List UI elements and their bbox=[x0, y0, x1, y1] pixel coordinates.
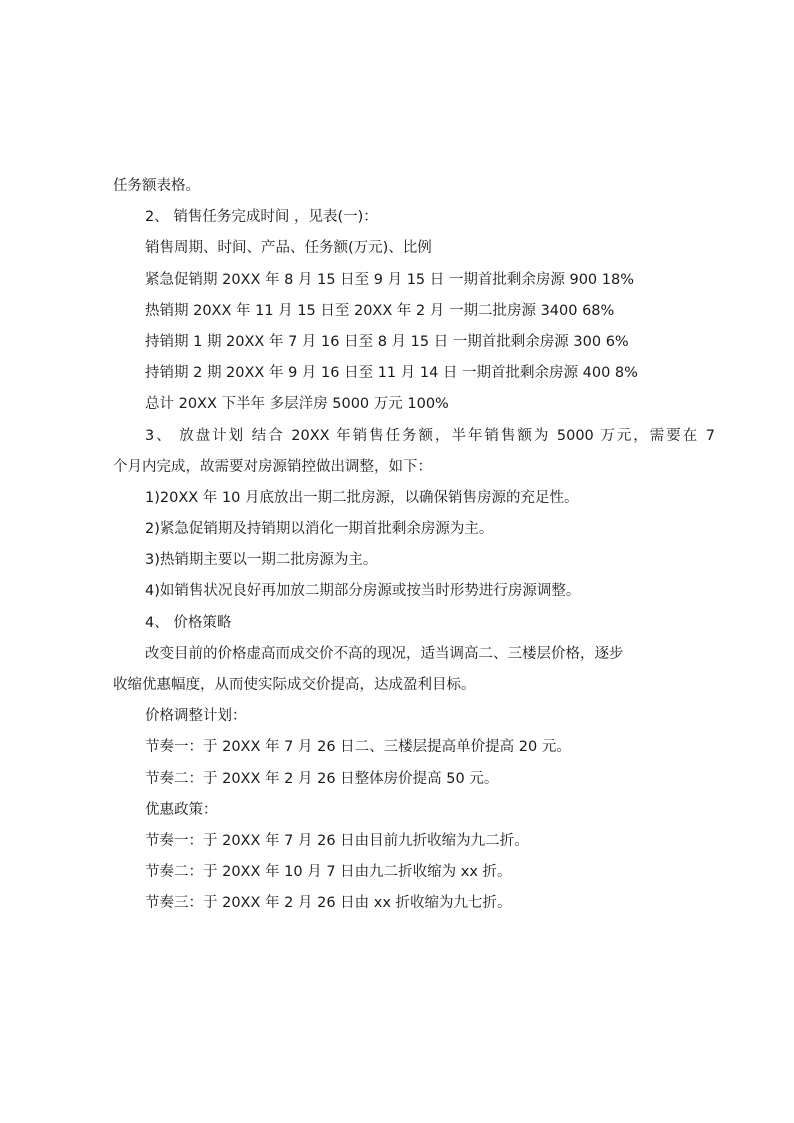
list-item: 节奏三：于 20XX 年 2 月 26 日由 xx 折收缩为九七折。 bbox=[145, 895, 512, 912]
paragraph-line: 个月内完成，故需要对房源销控做出调整，如下： bbox=[113, 458, 432, 475]
subheading-price-adjustment: 价格调整计划： bbox=[145, 708, 247, 725]
list-item: 节奏二：于 20XX 年 2 月 26 日整体房价提高 50 元。 bbox=[145, 770, 499, 787]
list-item: 节奏一：于 20XX 年 7 月 26 日二、三楼层提高单价提高 20 元。 bbox=[145, 739, 571, 756]
table-row: 热销期 20XX 年 11 月 15 日至 20XX 年 2 月 一期二批房源 3400 68% bbox=[145, 302, 615, 319]
list-item: 节奏一：于 20XX 年 7 月 26 日由目前九折收缩为九二折。 bbox=[145, 832, 529, 849]
table-row: 紧急促销期 20XX 年 8 月 15 日至 9 月 15 日 一期首批剩余房源 900 18% bbox=[145, 271, 634, 288]
section-heading-sales-time: 2、 销售任务完成时间 ，见表(一)： bbox=[145, 209, 378, 226]
section-heading-release-plan: 3、 放盘计划 结合 20XX 年销售任务额，半年销售额为 5000 万元，需要在 7 bbox=[145, 427, 715, 444]
table-row: 持销期 2 期 20XX 年 9 月 16 日至 11 月 14 日 一期首批剩余房源 400 8% bbox=[145, 365, 638, 382]
table-header-line: 销售周期、时间、产品、任务额(万元)、比例 bbox=[145, 240, 432, 257]
table-row: 持销期 1 期 20XX 年 7 月 16 日至 8 月 15 日 一期首批剩余房源 300 6% bbox=[145, 333, 629, 350]
table-total-row: 总计 20XX 下半年 多层洋房 5000 万元 100% bbox=[145, 396, 449, 413]
section-heading-price-strategy: 4、 价格策略 bbox=[145, 614, 232, 631]
list-item: 3)热销期主要以一期二批房源为主。 bbox=[145, 552, 378, 569]
list-item: 4)如销售状况良好再加放二期部分房源或按当时形势进行房源调整。 bbox=[145, 583, 581, 600]
paragraph-line: 任务额表格。 bbox=[113, 178, 200, 194]
paragraph-line: 改变目前的价格虚高而成交价不高的现况，适当调高二、三楼层价格，逐步 bbox=[145, 645, 624, 662]
list-item: 2)紧急促销期及持销期以消化一期首批剩余房源为主。 bbox=[145, 521, 494, 538]
list-item: 节奏二：于 20XX 年 10 月 7 日由九二折收缩为 xx 折。 bbox=[145, 864, 512, 881]
paragraph-line: 收缩优惠幅度，从而使实际成交价提高，达成盈利目标。 bbox=[113, 677, 476, 693]
subheading-discount-policy: 优惠政策： bbox=[145, 801, 218, 818]
list-item: 1)20XX 年 10 月底放出一期二批房源，以确保销售房源的充足性。 bbox=[145, 489, 579, 506]
document-body bbox=[113, 171, 715, 920]
